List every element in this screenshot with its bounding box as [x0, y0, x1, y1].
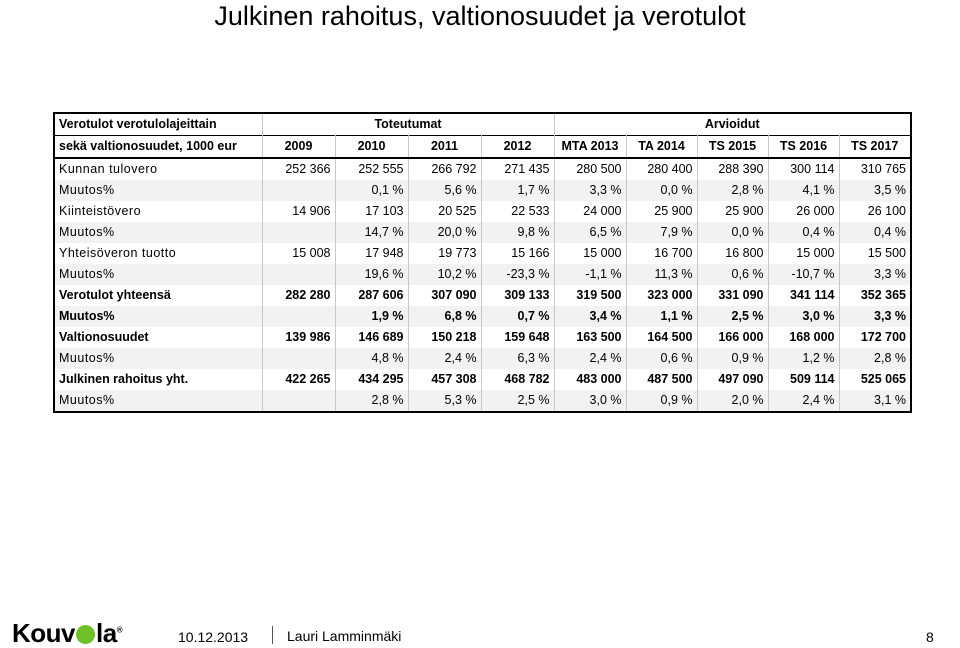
- row-label: Valtionosuudet: [54, 327, 262, 348]
- table-cell: [262, 348, 335, 369]
- table-cell: 287 606: [335, 285, 408, 306]
- table-cell: 4,8 %: [335, 348, 408, 369]
- footer-divider: [272, 626, 273, 644]
- table-cell: 2,8 %: [839, 348, 911, 369]
- table-cell: 159 648: [481, 327, 554, 348]
- table-cell: 15 166: [481, 243, 554, 264]
- table-cell: 25 900: [626, 201, 697, 222]
- table-cell: 16 700: [626, 243, 697, 264]
- table-cell: [262, 222, 335, 243]
- table-cell: 1,1 %: [626, 306, 697, 327]
- table-cell: 252 366: [262, 158, 335, 180]
- table-cell: 2,5 %: [481, 390, 554, 412]
- table-cell: 3,0 %: [768, 306, 839, 327]
- table-cell: 3,0 %: [554, 390, 626, 412]
- table-cell: 15 000: [768, 243, 839, 264]
- table-cell: 309 133: [481, 285, 554, 306]
- table-cell: 0,9 %: [697, 348, 768, 369]
- row-label: Muutos%: [54, 348, 262, 369]
- row-label: Muutos%: [54, 306, 262, 327]
- table-cell: 17 948: [335, 243, 408, 264]
- table-cell: 15 000: [554, 243, 626, 264]
- row-label: Muutos%: [54, 390, 262, 412]
- table-cell: 3,4 %: [554, 306, 626, 327]
- table-cell: 1,9 %: [335, 306, 408, 327]
- table-cell: -10,7 %: [768, 264, 839, 285]
- table-cell: 3,5 %: [839, 180, 911, 201]
- row-label: Yhteisöveron tuotto: [54, 243, 262, 264]
- table-cell: 26 100: [839, 201, 911, 222]
- table-cell: [262, 264, 335, 285]
- table-row: [54, 369, 911, 390]
- year-header: MTA 2013: [554, 136, 626, 159]
- row-label: Kiinteistövero: [54, 201, 262, 222]
- table-cell: 3,3 %: [839, 306, 911, 327]
- table-cell: 252 555: [335, 158, 408, 180]
- footer-date: 10.12.2013: [178, 629, 249, 645]
- year-header: TA 2014: [626, 136, 697, 159]
- table-cell: 19 773: [408, 243, 481, 264]
- table-header-groups: [54, 113, 911, 136]
- table-cell: 17 103: [335, 201, 408, 222]
- table-cell: 6,3 %: [481, 348, 554, 369]
- kouvola-logo: [12, 616, 142, 648]
- row-label: Muutos%: [54, 264, 262, 285]
- table-cell: 2,4 %: [408, 348, 481, 369]
- table-cell: 11,3 %: [626, 264, 697, 285]
- table-cell: [262, 306, 335, 327]
- group-estimated: Arvioidut: [554, 113, 911, 136]
- table-row: [54, 243, 911, 264]
- table-cell: 509 114: [768, 369, 839, 390]
- table-cell: 300 114: [768, 158, 839, 180]
- table-cell: 3,3 %: [554, 180, 626, 201]
- table-cell: 168 000: [768, 327, 839, 348]
- table-cell: 331 090: [697, 285, 768, 306]
- table-cell: 307 090: [408, 285, 481, 306]
- year-header: 2010: [335, 136, 408, 159]
- table-row: [54, 180, 911, 201]
- footer-author: Lauri Lamminmäki: [287, 628, 402, 644]
- table-cell: 22 533: [481, 201, 554, 222]
- table-cell: [262, 180, 335, 201]
- slide-title: Julkinen rahoitus, valtionosuudet ja verotulot: [214, 1, 746, 31]
- table-cell: 468 782: [481, 369, 554, 390]
- table-cell: 282 280: [262, 285, 335, 306]
- table-cell: 25 900: [697, 201, 768, 222]
- table-cell: 9,8 %: [481, 222, 554, 243]
- table-cell: [262, 390, 335, 412]
- page-number: 8: [926, 629, 934, 645]
- table-cell: 172 700: [839, 327, 911, 348]
- table-cell: 422 265: [262, 369, 335, 390]
- table-cell: 310 765: [839, 158, 911, 180]
- table-cell: 434 295: [335, 369, 408, 390]
- table-cell: 15 500: [839, 243, 911, 264]
- logo-o-icon: [76, 625, 95, 644]
- table-cell: 1,2 %: [768, 348, 839, 369]
- table-cell: -23,3 %: [481, 264, 554, 285]
- table-cell: 0,7 %: [481, 306, 554, 327]
- table-cell: 7,9 %: [626, 222, 697, 243]
- table-cell: 0,4 %: [768, 222, 839, 243]
- tax-revenue-table: [53, 112, 912, 413]
- table-cell: 0,4 %: [839, 222, 911, 243]
- table-row: [54, 222, 911, 243]
- table-cell: 341 114: [768, 285, 839, 306]
- table-cell: 271 435: [481, 158, 554, 180]
- year-header: TS 2017: [839, 136, 911, 159]
- table-cell: 163 500: [554, 327, 626, 348]
- group-actual: Toteutumat: [262, 113, 554, 136]
- table-cell: 5,3 %: [408, 390, 481, 412]
- table-cell: 15 008: [262, 243, 335, 264]
- table-cell: 487 500: [626, 369, 697, 390]
- table-cell: 164 500: [626, 327, 697, 348]
- table-cell: 0,1 %: [335, 180, 408, 201]
- table-cell: 2,4 %: [554, 348, 626, 369]
- table-row: [54, 201, 911, 222]
- table-cell: 483 000: [554, 369, 626, 390]
- table-cell: 24 000: [554, 201, 626, 222]
- table-cell: 150 218: [408, 327, 481, 348]
- table-row: [54, 285, 911, 306]
- table-row: [54, 306, 911, 327]
- table-cell: 166 000: [697, 327, 768, 348]
- row-label: Muutos%: [54, 180, 262, 201]
- table-cell: 14 906: [262, 201, 335, 222]
- table-header-years: [54, 136, 911, 159]
- table-cell: 10,2 %: [408, 264, 481, 285]
- row-label: Julkinen rahoitus yht.: [54, 369, 262, 390]
- table-cell: 2,4 %: [768, 390, 839, 412]
- year-header: 2011: [408, 136, 481, 159]
- year-header: 2012: [481, 136, 554, 159]
- table-cell: 319 500: [554, 285, 626, 306]
- table-cell: -1,1 %: [554, 264, 626, 285]
- table-cell: 6,8 %: [408, 306, 481, 327]
- table-cell: 0,6 %: [626, 348, 697, 369]
- table-cell: 20 525: [408, 201, 481, 222]
- table-cell: 497 090: [697, 369, 768, 390]
- table-cell: 2,8 %: [335, 390, 408, 412]
- table-cell: 0,0 %: [626, 180, 697, 201]
- table-cell: 266 792: [408, 158, 481, 180]
- table-cell: 323 000: [626, 285, 697, 306]
- table-cell: 2,5 %: [697, 306, 768, 327]
- table-cell: 146 689: [335, 327, 408, 348]
- table-cell: 16 800: [697, 243, 768, 264]
- table-cell: 26 000: [768, 201, 839, 222]
- logo-registered-mark: ®: [116, 625, 123, 634]
- logo-text-left: Kouv: [12, 617, 75, 648]
- table-cell: 14,7 %: [335, 222, 408, 243]
- table-cell: 525 065: [839, 369, 911, 390]
- row-label: Kunnan tulovero: [54, 158, 262, 180]
- table-cell: 280 400: [626, 158, 697, 180]
- table-cell: 19,6 %: [335, 264, 408, 285]
- table-cell: 0,9 %: [626, 390, 697, 412]
- header-label-2: sekä valtionosuudet, 1000 eur: [54, 136, 262, 159]
- year-header: TS 2015: [697, 136, 768, 159]
- table-cell: 1,7 %: [481, 180, 554, 201]
- logo-text-right: la: [96, 617, 117, 648]
- row-label: Muutos%: [54, 222, 262, 243]
- table-cell: 5,6 %: [408, 180, 481, 201]
- table-cell: 280 500: [554, 158, 626, 180]
- table-cell: 0,0 %: [697, 222, 768, 243]
- table-cell: 2,0 %: [697, 390, 768, 412]
- table-row: [54, 264, 911, 285]
- table-cell: 288 390: [697, 158, 768, 180]
- table-cell: 139 986: [262, 327, 335, 348]
- table-row: [54, 327, 911, 348]
- table-cell: 4,1 %: [768, 180, 839, 201]
- table-row: [54, 390, 911, 412]
- year-header: TS 2016: [768, 136, 839, 159]
- table-cell: 3,3 %: [839, 264, 911, 285]
- row-label: Verotulot yhteensä: [54, 285, 262, 306]
- table-row: [54, 158, 911, 180]
- table-cell: 20,0 %: [408, 222, 481, 243]
- table-row: [54, 348, 911, 369]
- header-label-1: Verotulot verotulolajeittain: [54, 113, 262, 136]
- table-cell: 0,6 %: [697, 264, 768, 285]
- year-header: 2009: [262, 136, 335, 159]
- table-cell: 6,5 %: [554, 222, 626, 243]
- table-cell: 2,8 %: [697, 180, 768, 201]
- table-cell: 352 365: [839, 285, 911, 306]
- table-cell: 457 308: [408, 369, 481, 390]
- table-cell: 3,1 %: [839, 390, 911, 412]
